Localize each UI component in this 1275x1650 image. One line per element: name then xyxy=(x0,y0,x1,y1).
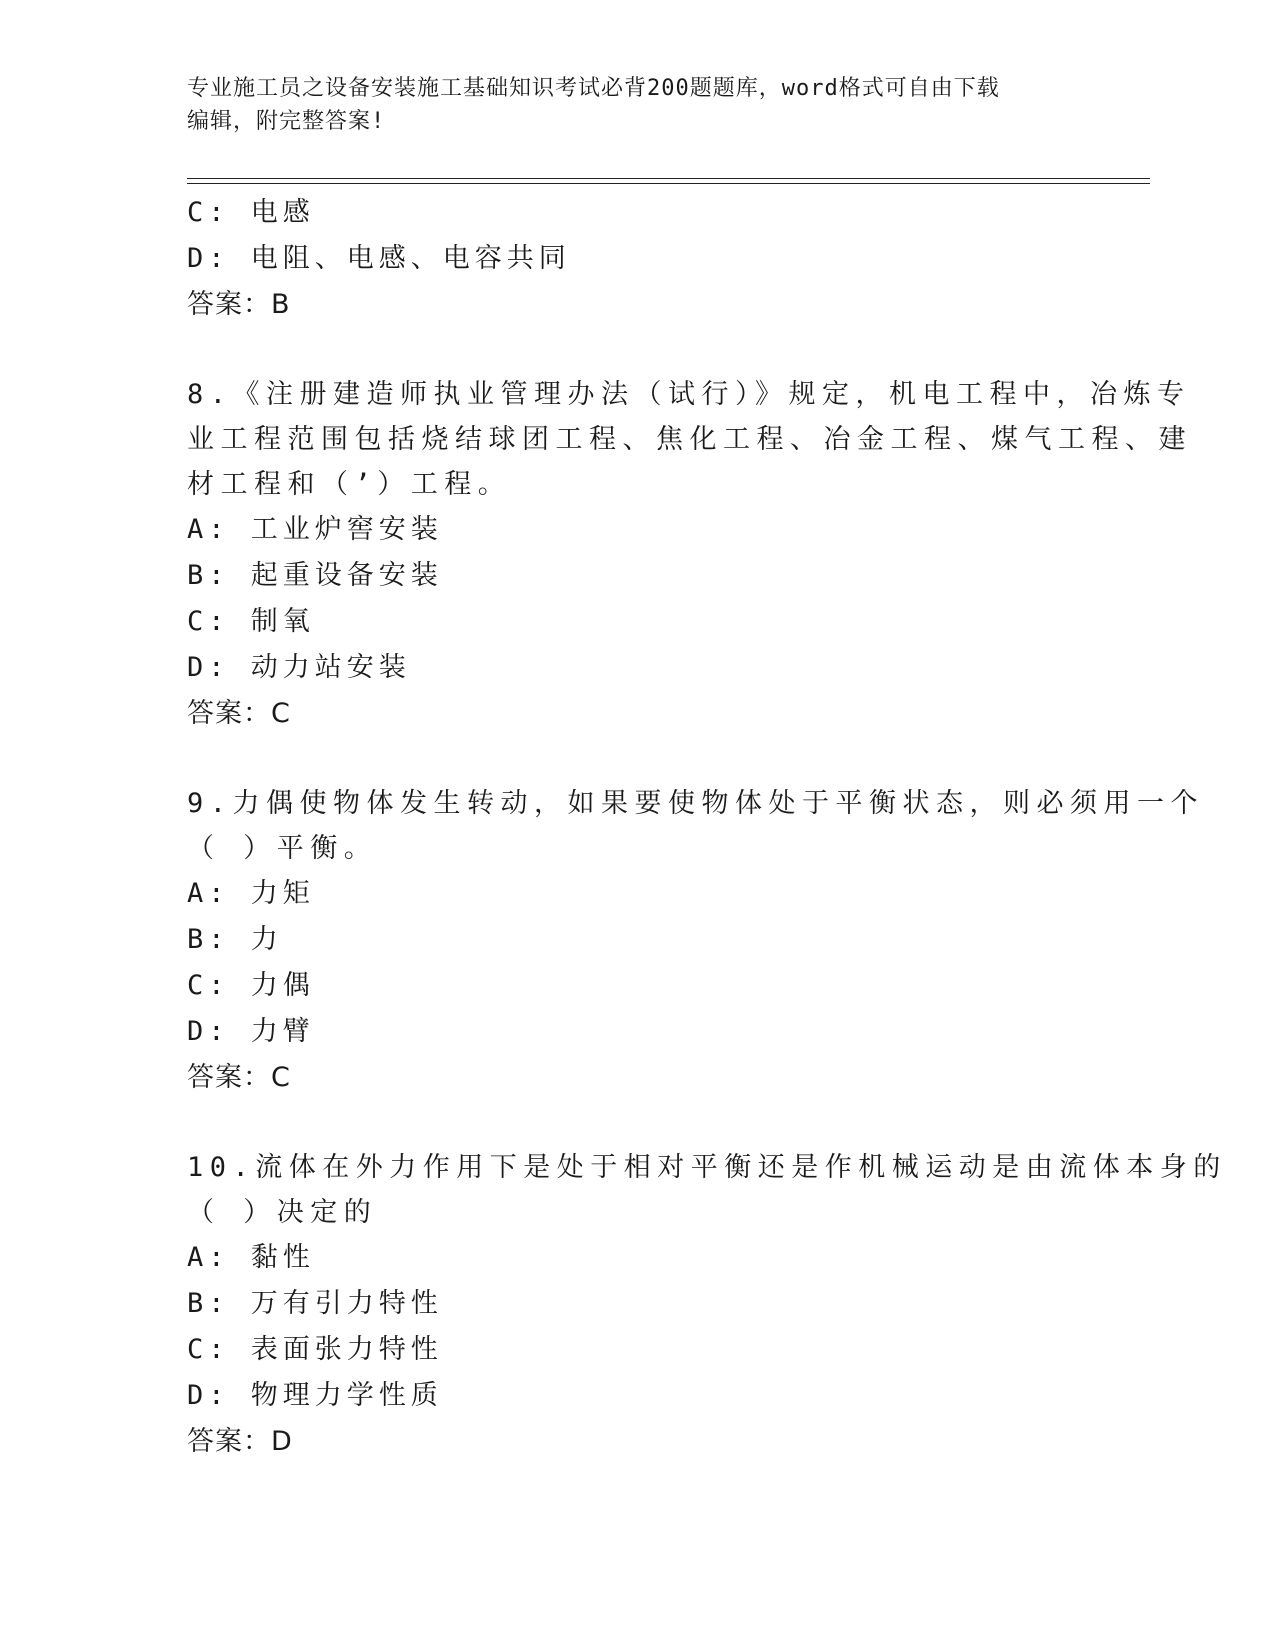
question-10 xyxy=(187,1145,1227,1465)
answer-line: 答案：B xyxy=(187,289,291,320)
option-a: A: 力矩 xyxy=(187,878,315,909)
question-text-line: 材工程和（’）工程。 xyxy=(187,469,512,500)
header-rule-bottom xyxy=(187,183,1150,184)
answer-line: 答案：C xyxy=(187,698,291,729)
question-text-line: 业工程范围包括烧结球团工程、焦化工程、冶金工程、煤气工程、建 xyxy=(187,424,1192,455)
option-d: D: 力臂 xyxy=(187,1016,315,1047)
question-9 xyxy=(187,781,1205,1101)
option-b: B: 万有引力特性 xyxy=(187,1288,443,1319)
option-a: A: 黏性 xyxy=(187,1242,315,1273)
question-text-line: 9.力偶使物体发生转动，如果要使物体处于平衡状态，则必须用一个 xyxy=(187,788,1205,819)
document-header xyxy=(187,72,1067,138)
question-text-line: 10.流体在外力作用下是处于相对平衡还是作机械运动是由流体本身的 xyxy=(187,1152,1227,1183)
answer-line: 答案：C xyxy=(187,1062,291,1093)
question-8 xyxy=(187,372,1192,737)
option-b: B: 力 xyxy=(187,924,283,955)
option-a: A: 工业炉窖安装 xyxy=(187,514,443,545)
option-d: D: 电阻、电感、电容共同 xyxy=(187,243,571,274)
question-7-continued xyxy=(187,190,1087,328)
header-rule-top xyxy=(187,178,1150,179)
answer-line: 答案：D xyxy=(187,1426,293,1457)
header-line-1: 专业施工员之设备安装施工基础知识考试必背200题题库，word格式可自由下载 xyxy=(187,76,1000,101)
question-text-line: （ ）平衡。 xyxy=(187,833,378,864)
option-d: D: 物理力学性质 xyxy=(187,1380,443,1411)
question-list xyxy=(187,190,1227,1465)
option-c: C: 表面张力特性 xyxy=(187,1334,443,1365)
option-b: B: 起重设备安装 xyxy=(187,560,443,591)
option-d: D: 动力站安装 xyxy=(187,652,411,683)
option-c: C: 力偶 xyxy=(187,970,315,1001)
question-text-line: （ ）决定的 xyxy=(187,1197,378,1228)
option-c: C: 电感 xyxy=(187,197,315,228)
option-c: C: 制氧 xyxy=(187,606,315,637)
question-text-line: 8.《注册建造师执业管理办法（试行）》规定，机电工程中，冶炼专 xyxy=(187,379,1191,410)
header-line-2: 编辑，附完整答案! xyxy=(187,109,386,134)
